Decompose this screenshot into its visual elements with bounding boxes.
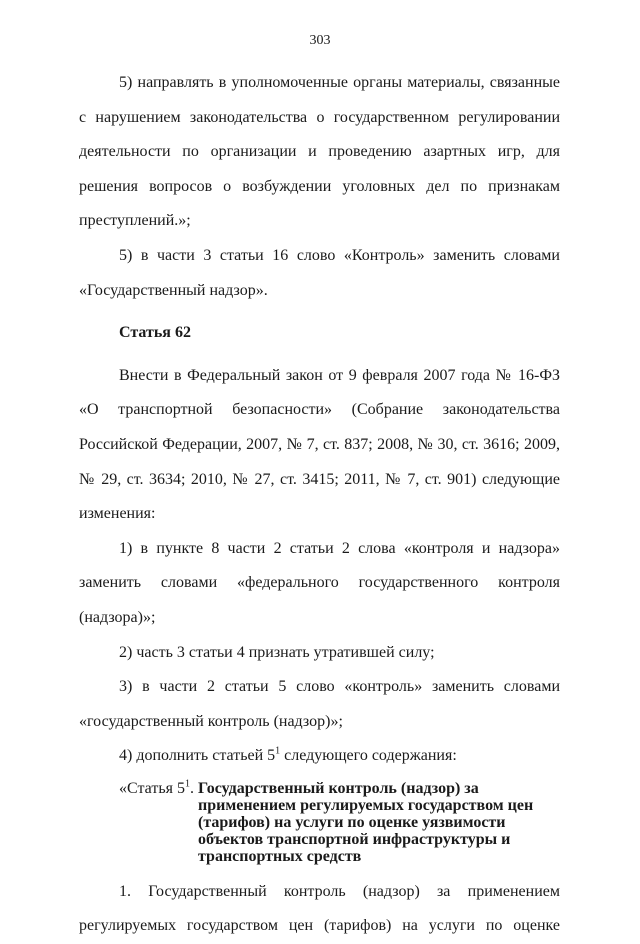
new-article-dot: . xyxy=(189,779,194,797)
new-article-label xyxy=(119,780,198,865)
new-article-block xyxy=(119,780,560,865)
paragraph-item-4 xyxy=(79,739,560,774)
new-article-prefix: «Статья 5 xyxy=(119,779,185,797)
paragraph-amendment-intro: Внести в Федеральный закон от 9 февраля 2007 года № 16-ФЗ «О транспортной безопасности» (Собрание законодательства Российской Федерации, 2007, № 7, ст. 837; 2008, № 30, ст. 3616; 2009, № 29, ст. 3634; 2010, № 27, ст. 3415; 2011, № 7, ст. 901) следующие изменения: xyxy=(79,366,560,523)
page-number: 303 xyxy=(309,33,331,48)
new-article-superscript: 1 xyxy=(184,778,190,790)
paragraph-item-3: 3) в части 2 статьи 5 слово «контроль» заменить словами «государственный контроль (надзор)»; xyxy=(79,678,560,730)
superscript-marker: 1 xyxy=(275,745,281,757)
paragraph-item-4-text-start: 4) дополнить статьей 5 xyxy=(119,747,276,765)
paragraph-item-5-article-16: 5) в части 3 статьи 16 слово «Контроль» заменить словами «Государственный надзор». xyxy=(79,246,560,299)
new-article-title: Государственный контроль (надзор) за применением регулируемых государством цен (тарифов) на услуги по оценке уязвимости объектов транспортной инфраструктуры и транспортных средств xyxy=(197,779,534,865)
paragraph-point-1: 1. Государственный контроль (надзор) за применением регулируемых государством цен (тарифов) на услуги по оценке xyxy=(79,882,560,935)
paragraph-item-2: 2) часть 3 статьи 4 признать утратившей силу; xyxy=(119,643,435,661)
paragraph-item-1: 1) в пункте 8 части 2 статьи 2 слова «контроля и надзора» заменить словами «федерального государственного контроля (надзора)»; xyxy=(79,539,560,626)
paragraph-item-5-materials: 5) направлять в уполномоченные органы материалы, связанные с нарушением законодательства о государственном регулировании деятельности по организации и проведению азартных игр, для решения вопросов о возбуждении уголовных дел по признакам преступлений.»; xyxy=(79,74,560,230)
document-body xyxy=(79,66,560,944)
paragraph-item-4-text-end: следующего содержания: xyxy=(280,747,457,765)
article-heading: Статья 62 xyxy=(119,324,191,342)
